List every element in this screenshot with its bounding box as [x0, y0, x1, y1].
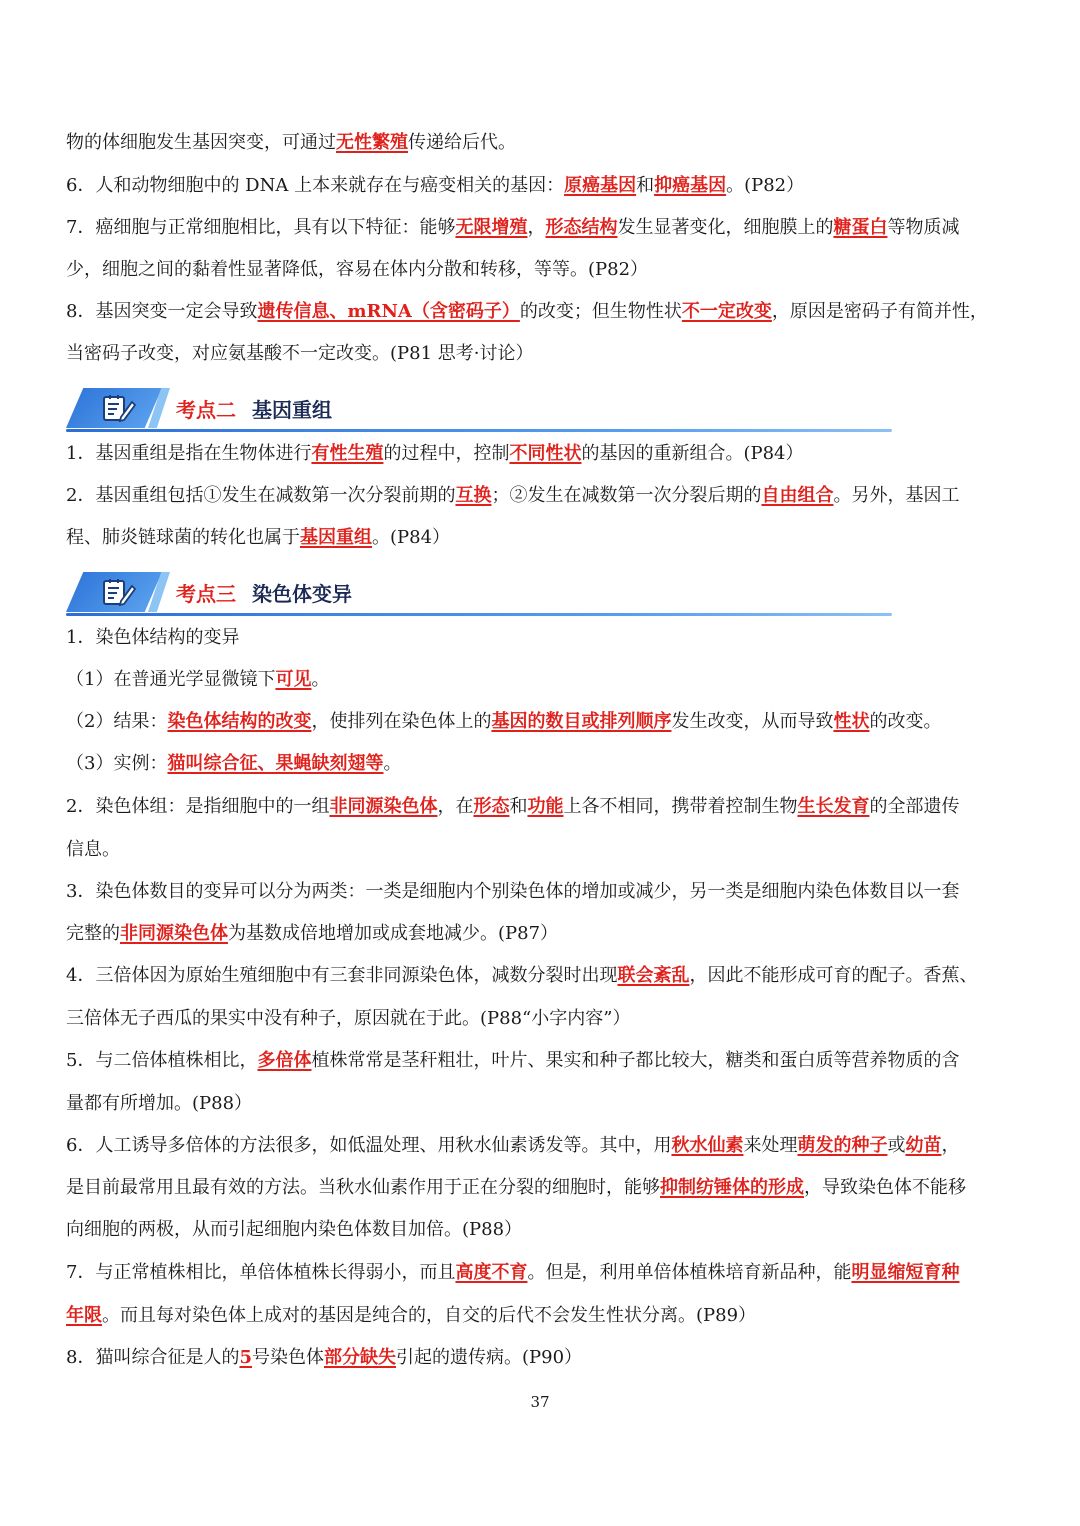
highlighted-answer: 不同性状 — [509, 443, 582, 464]
highlighted-answer: 联会紊乱 — [617, 965, 690, 986]
text-segment: 。(P82） — [726, 175, 805, 196]
text-segment: 向细胞的两极，从而引起细胞内染色体数目加倍。(P88） — [66, 1219, 523, 1240]
section-banner — [66, 388, 892, 432]
text-segment: 上各不相同，携带着控制生物 — [563, 796, 798, 817]
text-segment: 等物质减 — [887, 217, 960, 238]
text-segment: 和 — [509, 796, 528, 817]
text-line — [66, 838, 120, 862]
text-segment: 。而且每对染色体上成对的基因是纯合的，自交的后代不会发生性状分离。(P89） — [102, 1305, 757, 1326]
highlighted-answer: 生长发育 — [797, 796, 870, 817]
text-segment: 当密码子改变，对应氨基酸不一定改变。(P81 思考·讨论） — [66, 343, 534, 364]
text-segment: 三倍体无子西瓜的果实中没有种子，原因就在于此。(P88“小字内容”） — [66, 1008, 631, 1029]
section-banner — [66, 572, 892, 616]
highlighted-answer: 非同源染色体 — [329, 796, 438, 817]
highlighted-answer: 不一定改变 — [681, 301, 772, 322]
text-segment: 7．与正常植株相比，单倍体植株长得弱小，而且 — [66, 1262, 456, 1283]
text-line — [66, 880, 959, 904]
text-segment: 物的体细胞发生基因突变，可通过 — [66, 132, 336, 153]
text-segment: 号染色体 — [251, 1347, 324, 1368]
text-segment: 植株常常是茎秆粗壮，叶片、果实和种子都比较大，糖类和蛋白质等营养物质的含 — [311, 1050, 960, 1071]
text-segment: 少，细胞之间的黏着性显著降低，容易在体内分散和转移，等等。(P82） — [66, 259, 649, 280]
text-line — [66, 626, 239, 650]
text-segment: ，导致染色体不能移 — [804, 1177, 966, 1198]
text-line — [66, 668, 329, 692]
text-segment: 4．三倍体因为原始生殖细胞中有三套非同源染色体，减数分裂时出现 — [66, 965, 618, 986]
notepad-pencil-icon — [100, 393, 136, 423]
text-line — [66, 922, 558, 946]
text-line — [66, 710, 941, 734]
text-line — [66, 131, 516, 155]
text-line — [66, 216, 959, 240]
text-segment: 的改变。 — [869, 711, 942, 732]
text-line — [66, 1007, 630, 1031]
text-line — [66, 1304, 756, 1328]
highlighted-answer: 幼苗 — [905, 1135, 942, 1156]
highlighted-answer: 遗传信息、mRNA（含密码子） — [257, 301, 520, 322]
highlighted-answer: 无限增殖 — [455, 217, 528, 238]
text-segment: 6．人和动物细胞中的 DNA 上本来就存在与癌变相关的基因： — [66, 175, 565, 196]
text-segment: 信息。 — [66, 839, 120, 860]
highlighted-answer: 明显缩短育种 — [851, 1262, 960, 1283]
text-segment: 发生改变，从而导致 — [671, 711, 834, 732]
text-segment: 引起的遗传病。(P90） — [395, 1347, 583, 1368]
banner-kaodian: 考点三 — [176, 582, 236, 606]
notepad-pencil-icon — [100, 577, 136, 607]
text-segment: 6．人工诱导多倍体的方法很多，如低温处理、用秋水仙素诱发等。其中，用 — [66, 1135, 672, 1156]
text-segment: 1．基因重组是指在生物体进行 — [66, 443, 312, 464]
highlighted-answer: 无性繁殖 — [336, 132, 408, 153]
highlighted-answer: 部分缺失 — [323, 1347, 396, 1368]
text-line — [66, 174, 804, 198]
highlighted-answer: 糖蛋白 — [833, 217, 888, 238]
text-segment: 2．染色体组：是指细胞中的一组 — [66, 796, 330, 817]
highlighted-answer: 基因的数目或排列顺序 — [491, 711, 672, 732]
text-segment: 。但是，利用单倍体植株培育新品种，能 — [527, 1262, 852, 1283]
text-segment: ， — [941, 1135, 960, 1156]
banner-title — [176, 578, 352, 607]
text-segment: 。 — [383, 753, 402, 774]
text-segment: 。另外，基因工 — [833, 485, 960, 506]
text-line — [66, 342, 533, 366]
text-line — [66, 1134, 959, 1158]
text-segment: 3．染色体数目的变异可以分为两类：一类是细胞内个别染色体的增加或减少，另一类是细胞内染色体数目以一套 — [66, 881, 960, 902]
text-line — [66, 300, 988, 324]
text-line — [66, 258, 648, 282]
banner-title — [176, 394, 332, 423]
highlighted-answer: 高度不育 — [455, 1262, 528, 1283]
text-line — [66, 795, 959, 819]
text-segment: ，原因是密码子有简并性， — [771, 301, 988, 322]
text-segment: 量都有所增加。(P88） — [66, 1093, 253, 1114]
text-segment: 是目前最常用且最有效的方法。当秋水仙素作用于正在分裂的细胞时，能够 — [66, 1177, 660, 1198]
banner-topic: 染色体变异 — [252, 582, 352, 606]
highlighted-answer: 性状 — [833, 711, 870, 732]
text-segment: 或 — [887, 1135, 906, 1156]
banner-underline — [66, 429, 892, 432]
text-line — [66, 1176, 966, 1200]
highlighted-answer: 抑制纺锤体的形成 — [660, 1177, 804, 1198]
text-line — [66, 752, 401, 776]
highlighted-answer: 基因重组 — [300, 527, 372, 548]
text-segment: 5．与二倍体植株相比， — [66, 1050, 258, 1071]
text-segment: ，在 — [437, 796, 474, 817]
text-line — [66, 1218, 522, 1242]
text-segment: 7．癌细胞与正常细胞相比，具有以下特征：能够 — [66, 217, 456, 238]
text-segment: 的改变；但生物性状 — [519, 301, 682, 322]
text-segment: 的基因的重新组合。(P84） — [581, 443, 804, 464]
highlighted-answer: 原癌基因 — [564, 175, 637, 196]
text-segment: ， — [527, 217, 546, 238]
text-segment: 完整的 — [66, 923, 120, 944]
text-segment: 8．猫叫综合征是人的 — [66, 1347, 240, 1368]
highlighted-answer: 互换 — [455, 485, 492, 506]
text-line — [66, 964, 977, 988]
text-segment: 发生显著变化，细胞膜上的 — [617, 217, 834, 238]
highlighted-answer: 年限 — [66, 1305, 102, 1326]
text-segment: （1）在普通光学显微镜下 — [66, 669, 276, 690]
banner-kaodian: 考点二 — [176, 398, 236, 422]
text-line — [66, 442, 804, 466]
highlighted-answer: 萌发的种子 — [797, 1135, 888, 1156]
text-segment: 。 — [311, 669, 330, 690]
highlighted-answer: 多倍体 — [257, 1050, 312, 1071]
text-line — [66, 526, 450, 550]
text-segment: 为基数成倍地增加或成套地减少。(P87） — [228, 923, 559, 944]
banner-underline — [66, 613, 892, 616]
highlighted-answer: 形态结构 — [545, 217, 618, 238]
text-segment: ；②发生在减数第一次分裂后期的 — [491, 485, 762, 506]
highlighted-answer: 功能 — [527, 796, 564, 817]
text-segment: 来处理 — [743, 1135, 798, 1156]
text-segment: ，因此不能形成可育的配子。香蕉、 — [689, 965, 978, 986]
text-line — [66, 1092, 252, 1116]
text-segment: 的全部遗传 — [869, 796, 960, 817]
highlighted-answer: 自由组合 — [761, 485, 834, 506]
text-segment: 。(P84） — [372, 527, 451, 548]
highlighted-answer: 有性生殖 — [311, 443, 384, 464]
text-segment: 传递给后代。 — [408, 132, 516, 153]
banner-topic: 基因重组 — [252, 398, 332, 422]
text-line — [66, 1261, 959, 1285]
highlighted-answer: 5 — [239, 1347, 252, 1368]
highlighted-answer: 抑癌基因 — [654, 175, 727, 196]
text-segment: 1．染色体结构的变异 — [66, 627, 240, 648]
highlighted-answer: 秋水仙素 — [671, 1135, 744, 1156]
highlighted-answer: 可见 — [275, 669, 312, 690]
text-segment: 2．基因重组包括①发生在减数第一次分裂前期的 — [66, 485, 456, 506]
text-segment: （2）结果： — [66, 711, 168, 732]
highlighted-answer: 非同源染色体 — [120, 923, 228, 944]
text-segment: 程、肺炎链球菌的转化也属于 — [66, 527, 300, 548]
text-segment: 的过程中，控制 — [383, 443, 510, 464]
page-number: 37 — [530, 1393, 550, 1411]
text-line — [66, 1049, 959, 1073]
highlighted-answer: 猫叫综合征、果蝇缺刻翅等 — [167, 753, 384, 774]
text-segment: （3）实例： — [66, 753, 168, 774]
highlighted-answer: 染色体结构的改变 — [167, 711, 312, 732]
text-segment: 8．基因突变一定会导致 — [66, 301, 258, 322]
text-line — [66, 1346, 582, 1370]
text-line — [66, 484, 959, 508]
text-segment: ，使排列在染色体上的 — [311, 711, 492, 732]
highlighted-answer: 形态 — [473, 796, 510, 817]
text-segment: 和 — [636, 175, 655, 196]
